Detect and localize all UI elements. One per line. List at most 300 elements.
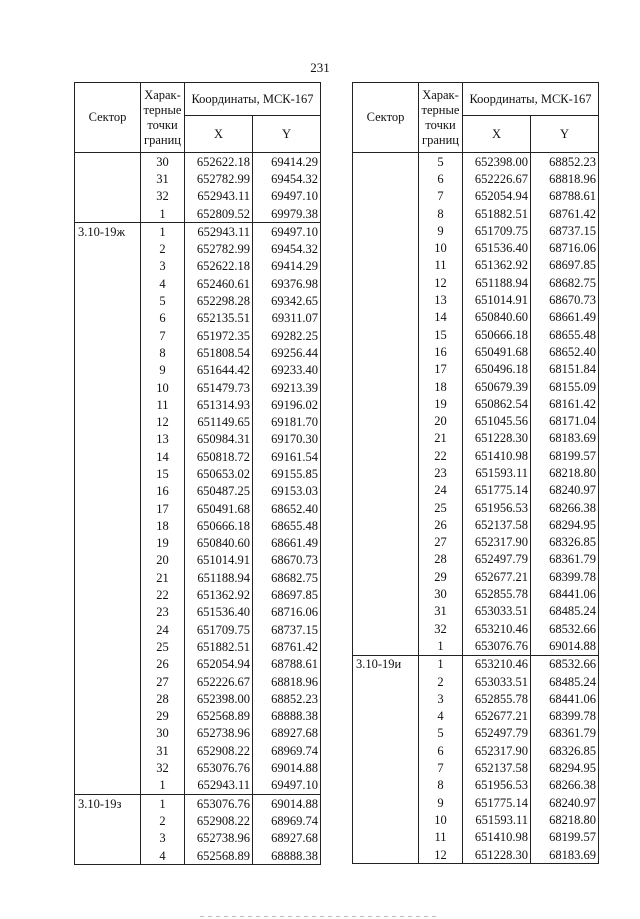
x-cell: 650679.39 xyxy=(463,378,531,395)
sector-cell xyxy=(75,240,141,257)
sector-cell xyxy=(353,326,419,343)
table-row xyxy=(353,708,599,725)
y-cell: 69497.10 xyxy=(253,223,321,241)
point-cell: 27 xyxy=(141,673,185,690)
point-cell: 22 xyxy=(419,447,463,464)
x-cell: 651593.11 xyxy=(463,464,531,481)
table-row xyxy=(75,258,321,275)
point-cell: 6 xyxy=(419,170,463,187)
table-row xyxy=(75,275,321,292)
table-row xyxy=(75,586,321,603)
point-cell: 10 xyxy=(419,239,463,256)
table-row xyxy=(75,188,321,205)
x-cell: 652398.00 xyxy=(185,690,253,707)
point-cell: 2 xyxy=(141,240,185,257)
coordinates-table-left xyxy=(74,82,321,865)
y-cell: 68151.84 xyxy=(531,361,599,378)
point-cell: 12 xyxy=(419,274,463,291)
x-cell: 651775.14 xyxy=(463,482,531,499)
y-cell: 68161.42 xyxy=(531,395,599,412)
y-cell: 69153.03 xyxy=(253,483,321,500)
x-cell: 653210.46 xyxy=(463,620,531,637)
point-cell: 9 xyxy=(419,222,463,239)
x-cell: 650666.18 xyxy=(463,326,531,343)
x-cell: 652497.79 xyxy=(463,725,531,742)
sector-cell: 3.10-19з xyxy=(75,794,141,812)
sector-cell xyxy=(353,222,419,239)
y-cell: 68294.95 xyxy=(531,516,599,533)
table-row xyxy=(75,604,321,621)
point-cell: 3 xyxy=(141,258,185,275)
point-cell: 24 xyxy=(141,621,185,638)
x-cell: 651882.51 xyxy=(185,638,253,655)
x-cell: 650984.31 xyxy=(185,431,253,448)
table-row xyxy=(353,170,599,187)
point-cell: 8 xyxy=(419,205,463,222)
y-cell: 68670.73 xyxy=(531,291,599,308)
sector-cell xyxy=(353,257,419,274)
table-row xyxy=(353,794,599,811)
x-cell: 650818.72 xyxy=(185,448,253,465)
table-row xyxy=(75,517,321,534)
x-cell: 652137.58 xyxy=(463,759,531,776)
table-row xyxy=(75,777,321,795)
y-cell: 68788.61 xyxy=(531,188,599,205)
table-row xyxy=(353,291,599,308)
sector-cell xyxy=(75,656,141,673)
x-cell: 651228.30 xyxy=(463,846,531,864)
x-cell: 652298.28 xyxy=(185,292,253,309)
table-row xyxy=(75,344,321,361)
point-cell: 28 xyxy=(419,551,463,568)
table-row xyxy=(353,673,599,690)
table-row xyxy=(353,655,599,673)
point-cell: 5 xyxy=(419,153,463,171)
table-row xyxy=(353,412,599,429)
point-cell: 23 xyxy=(419,464,463,481)
y-cell: 68199.57 xyxy=(531,829,599,846)
point-cell: 3 xyxy=(419,690,463,707)
table-row xyxy=(353,829,599,846)
x-cell: 652317.90 xyxy=(463,534,531,551)
x-cell: 651479.73 xyxy=(185,379,253,396)
x-cell: 650840.60 xyxy=(185,535,253,552)
y-cell: 69170.30 xyxy=(253,431,321,448)
table-row xyxy=(353,378,599,395)
sector-cell xyxy=(353,846,419,864)
x-cell: 650491.68 xyxy=(463,343,531,360)
sector-cell xyxy=(75,188,141,205)
point-cell: 29 xyxy=(419,568,463,585)
point-cell: 6 xyxy=(419,742,463,759)
x-cell: 652568.89 xyxy=(185,708,253,725)
y-cell: 68199.57 xyxy=(531,447,599,464)
table-row xyxy=(353,482,599,499)
table-row xyxy=(353,534,599,551)
x-cell: 652738.96 xyxy=(185,725,253,742)
sector-cell xyxy=(75,552,141,569)
y-cell: 69414.29 xyxy=(253,258,321,275)
x-cell: 652622.18 xyxy=(185,153,253,171)
sector-cell xyxy=(75,362,141,379)
sector-cell xyxy=(353,170,419,187)
sector-cell xyxy=(75,777,141,795)
table-row xyxy=(75,396,321,413)
sector-cell xyxy=(353,482,419,499)
table-row xyxy=(75,535,321,552)
x-cell: 652497.79 xyxy=(463,551,531,568)
sector-cell xyxy=(75,742,141,759)
point-cell: 30 xyxy=(141,153,185,171)
table-row xyxy=(353,343,599,360)
x-cell: 653076.76 xyxy=(463,637,531,655)
point-cell: 5 xyxy=(419,725,463,742)
sector-cell xyxy=(353,794,419,811)
x-cell: 651775.14 xyxy=(463,794,531,811)
x-cell: 651188.94 xyxy=(463,274,531,291)
y-cell: 69497.10 xyxy=(253,777,321,795)
point-cell: 4 xyxy=(141,275,185,292)
x-cell: 651410.98 xyxy=(463,447,531,464)
table-body-left xyxy=(75,153,321,865)
table-row xyxy=(353,811,599,828)
point-cell: 28 xyxy=(141,690,185,707)
x-cell: 651972.35 xyxy=(185,327,253,344)
point-cell: 10 xyxy=(141,379,185,396)
y-cell: 69213.39 xyxy=(253,379,321,396)
y-cell: 69497.10 xyxy=(253,188,321,205)
table-row xyxy=(75,483,321,500)
sector-cell xyxy=(353,274,419,291)
point-cell: 18 xyxy=(419,378,463,395)
y-cell: 68240.97 xyxy=(531,482,599,499)
sector-cell xyxy=(353,499,419,516)
sector-cell xyxy=(75,344,141,361)
sector-cell xyxy=(353,378,419,395)
y-cell: 68670.73 xyxy=(253,552,321,569)
y-cell: 68852.23 xyxy=(531,153,599,171)
point-cell: 25 xyxy=(419,499,463,516)
table-row xyxy=(353,603,599,620)
x-cell: 651314.93 xyxy=(185,396,253,413)
table-row xyxy=(75,465,321,482)
sector-cell xyxy=(75,847,141,865)
y-cell: 68218.80 xyxy=(531,464,599,481)
x-cell: 650666.18 xyxy=(185,517,253,534)
x-cell: 651956.53 xyxy=(463,777,531,794)
x-cell: 651014.91 xyxy=(463,291,531,308)
sector-cell xyxy=(353,811,419,828)
sector-cell xyxy=(353,708,419,725)
point-cell: 27 xyxy=(419,534,463,551)
header-sector: Сектор xyxy=(353,83,419,153)
point-cell: 16 xyxy=(141,483,185,500)
point-cell: 32 xyxy=(141,188,185,205)
x-cell: 650487.25 xyxy=(185,483,253,500)
y-cell: 69282.25 xyxy=(253,327,321,344)
y-cell: 68927.68 xyxy=(253,725,321,742)
y-cell: 69454.32 xyxy=(253,170,321,187)
sector-cell xyxy=(75,586,141,603)
sector-cell xyxy=(75,396,141,413)
y-cell: 68969.74 xyxy=(253,812,321,829)
header-x: X xyxy=(185,116,253,153)
point-cell: 12 xyxy=(419,846,463,864)
table-row xyxy=(75,708,321,725)
x-cell: 651956.53 xyxy=(463,499,531,516)
x-cell: 652677.21 xyxy=(463,708,531,725)
point-cell: 8 xyxy=(419,777,463,794)
y-cell: 68399.78 xyxy=(531,568,599,585)
table-row xyxy=(353,620,599,637)
x-cell: 651882.51 xyxy=(463,205,531,222)
sector-cell xyxy=(75,759,141,776)
x-cell: 651709.75 xyxy=(463,222,531,239)
x-cell: 652782.99 xyxy=(185,170,253,187)
y-cell: 69414.29 xyxy=(253,153,321,171)
point-cell: 32 xyxy=(141,759,185,776)
y-cell: 68852.23 xyxy=(253,690,321,707)
y-cell: 68485.24 xyxy=(531,603,599,620)
y-cell: 68818.96 xyxy=(253,673,321,690)
sector-cell xyxy=(75,830,141,847)
table-row xyxy=(353,361,599,378)
y-cell: 68697.85 xyxy=(531,257,599,274)
x-cell: 651644.42 xyxy=(185,362,253,379)
table-row xyxy=(353,257,599,274)
x-cell: 652908.22 xyxy=(185,742,253,759)
sector-cell xyxy=(75,170,141,187)
x-cell: 652135.51 xyxy=(185,310,253,327)
point-cell: 31 xyxy=(141,170,185,187)
y-cell: 68326.85 xyxy=(531,534,599,551)
sector-cell xyxy=(75,569,141,586)
y-cell: 68761.42 xyxy=(531,205,599,222)
y-cell: 68716.06 xyxy=(253,604,321,621)
table-row xyxy=(75,413,321,430)
point-cell: 16 xyxy=(419,343,463,360)
point-cell: 1 xyxy=(141,777,185,795)
x-cell: 652226.67 xyxy=(463,170,531,187)
table-row xyxy=(353,742,599,759)
table-row xyxy=(353,274,599,291)
y-cell: 68761.42 xyxy=(253,638,321,655)
y-cell: 69979.38 xyxy=(253,205,321,223)
table-body-right xyxy=(353,153,599,864)
point-cell: 11 xyxy=(141,396,185,413)
sector-cell xyxy=(75,500,141,517)
point-cell: 25 xyxy=(141,638,185,655)
point-cell: 15 xyxy=(141,465,185,482)
x-cell: 652460.61 xyxy=(185,275,253,292)
y-cell: 68697.85 xyxy=(253,586,321,603)
table-row xyxy=(75,638,321,655)
sector-cell xyxy=(75,153,141,171)
x-cell: 652226.67 xyxy=(185,673,253,690)
table-row xyxy=(353,568,599,585)
point-cell: 22 xyxy=(141,586,185,603)
point-cell: 29 xyxy=(141,708,185,725)
table-row xyxy=(75,500,321,517)
y-cell: 68652.40 xyxy=(531,343,599,360)
x-cell: 651709.75 xyxy=(185,621,253,638)
sector-cell xyxy=(353,516,419,533)
y-cell: 68661.49 xyxy=(253,535,321,552)
table-row xyxy=(353,690,599,707)
x-cell: 652317.90 xyxy=(463,742,531,759)
point-cell: 30 xyxy=(141,725,185,742)
point-cell: 15 xyxy=(419,326,463,343)
point-cell: 1 xyxy=(141,223,185,241)
y-cell: 68441.06 xyxy=(531,585,599,602)
y-cell: 68682.75 xyxy=(253,569,321,586)
y-cell: 68888.38 xyxy=(253,708,321,725)
point-cell: 19 xyxy=(419,395,463,412)
y-cell: 68485.24 xyxy=(531,673,599,690)
y-cell: 68927.68 xyxy=(253,830,321,847)
sector-cell xyxy=(75,310,141,327)
y-cell: 68441.06 xyxy=(531,690,599,707)
point-cell: 10 xyxy=(419,811,463,828)
y-cell: 68682.75 xyxy=(531,274,599,291)
table-row xyxy=(75,170,321,187)
table-row xyxy=(75,621,321,638)
table-row xyxy=(75,847,321,865)
sector-cell xyxy=(75,812,141,829)
x-cell: 650653.02 xyxy=(185,465,253,482)
table-row xyxy=(75,569,321,586)
point-cell: 5 xyxy=(141,292,185,309)
header-coordinates: Координаты, МСК-167 xyxy=(463,83,599,116)
y-cell: 68326.85 xyxy=(531,742,599,759)
point-cell: 31 xyxy=(419,603,463,620)
header-characteristic-points: Харак-терные точки границ xyxy=(141,83,185,153)
table-row xyxy=(75,673,321,690)
x-cell: 652943.11 xyxy=(185,777,253,795)
sector-cell xyxy=(353,725,419,742)
sector-cell xyxy=(353,153,419,171)
point-cell: 4 xyxy=(419,708,463,725)
y-cell: 68737.15 xyxy=(531,222,599,239)
sector-cell xyxy=(353,309,419,326)
sector-cell xyxy=(353,673,419,690)
point-cell: 32 xyxy=(419,620,463,637)
x-cell: 651149.65 xyxy=(185,413,253,430)
table-row xyxy=(75,153,321,171)
sector-cell xyxy=(353,412,419,429)
header-sector: Сектор xyxy=(75,83,141,153)
table-row xyxy=(75,656,321,673)
y-cell: 69196.02 xyxy=(253,396,321,413)
y-cell: 68361.79 xyxy=(531,551,599,568)
header-characteristic-points: Харак-терные точки границ xyxy=(419,83,463,153)
point-cell: 1 xyxy=(141,794,185,812)
point-cell: 21 xyxy=(419,430,463,447)
y-cell: 68218.80 xyxy=(531,811,599,828)
x-cell: 653033.51 xyxy=(463,603,531,620)
x-cell: 652398.00 xyxy=(463,153,531,171)
table-row xyxy=(353,516,599,533)
y-cell: 69014.88 xyxy=(531,637,599,655)
y-cell: 68818.96 xyxy=(531,170,599,187)
x-cell: 651045.56 xyxy=(463,412,531,429)
y-cell: 68969.74 xyxy=(253,742,321,759)
table-row xyxy=(75,690,321,707)
sector-cell xyxy=(353,395,419,412)
sector-cell xyxy=(353,361,419,378)
sector-cell xyxy=(75,448,141,465)
point-cell: 18 xyxy=(141,517,185,534)
sector-cell xyxy=(75,517,141,534)
x-cell: 652622.18 xyxy=(185,258,253,275)
y-cell: 68788.61 xyxy=(253,656,321,673)
table-row xyxy=(353,637,599,655)
y-cell: 68171.04 xyxy=(531,412,599,429)
sector-cell xyxy=(353,239,419,256)
y-cell: 68266.38 xyxy=(531,499,599,516)
sector-cell xyxy=(75,205,141,223)
table-row xyxy=(353,777,599,794)
point-cell: 24 xyxy=(419,482,463,499)
table-row xyxy=(353,447,599,464)
point-cell: 26 xyxy=(419,516,463,533)
table-row xyxy=(75,552,321,569)
sector-cell xyxy=(75,535,141,552)
sector-cell xyxy=(353,568,419,585)
header-y: Y xyxy=(531,116,599,153)
x-cell: 652943.11 xyxy=(185,188,253,205)
x-cell: 652054.94 xyxy=(185,656,253,673)
table-row xyxy=(75,327,321,344)
y-cell: 68532.66 xyxy=(531,655,599,673)
point-cell: 26 xyxy=(141,656,185,673)
sector-cell xyxy=(353,585,419,602)
point-cell: 23 xyxy=(141,604,185,621)
table-row xyxy=(353,205,599,222)
table-row xyxy=(353,759,599,776)
point-cell: 3 xyxy=(141,830,185,847)
sector-cell xyxy=(353,291,419,308)
y-cell: 68294.95 xyxy=(531,759,599,776)
point-cell: 19 xyxy=(141,535,185,552)
table-row xyxy=(353,326,599,343)
x-cell: 650496.18 xyxy=(463,361,531,378)
header-coordinates: Координаты, МСК-167 xyxy=(185,83,321,116)
coordinates-table-right xyxy=(352,82,599,864)
sector-cell xyxy=(75,327,141,344)
x-cell: 653033.51 xyxy=(463,673,531,690)
sector-cell xyxy=(75,275,141,292)
point-cell: 17 xyxy=(419,361,463,378)
point-cell: 11 xyxy=(419,829,463,846)
y-cell: 69155.85 xyxy=(253,465,321,482)
table-row xyxy=(75,240,321,257)
x-cell: 653076.76 xyxy=(185,759,253,776)
sector-cell xyxy=(75,258,141,275)
sector-cell xyxy=(75,604,141,621)
y-cell: 68532.66 xyxy=(531,620,599,637)
x-cell: 652855.78 xyxy=(463,690,531,707)
x-cell: 650840.60 xyxy=(463,309,531,326)
y-cell: 68888.38 xyxy=(253,847,321,865)
sector-cell xyxy=(353,188,419,205)
table-row xyxy=(75,742,321,759)
point-cell: 20 xyxy=(141,552,185,569)
table-row xyxy=(353,499,599,516)
sector-cell xyxy=(353,620,419,637)
table-row xyxy=(75,379,321,396)
table-row xyxy=(353,222,599,239)
